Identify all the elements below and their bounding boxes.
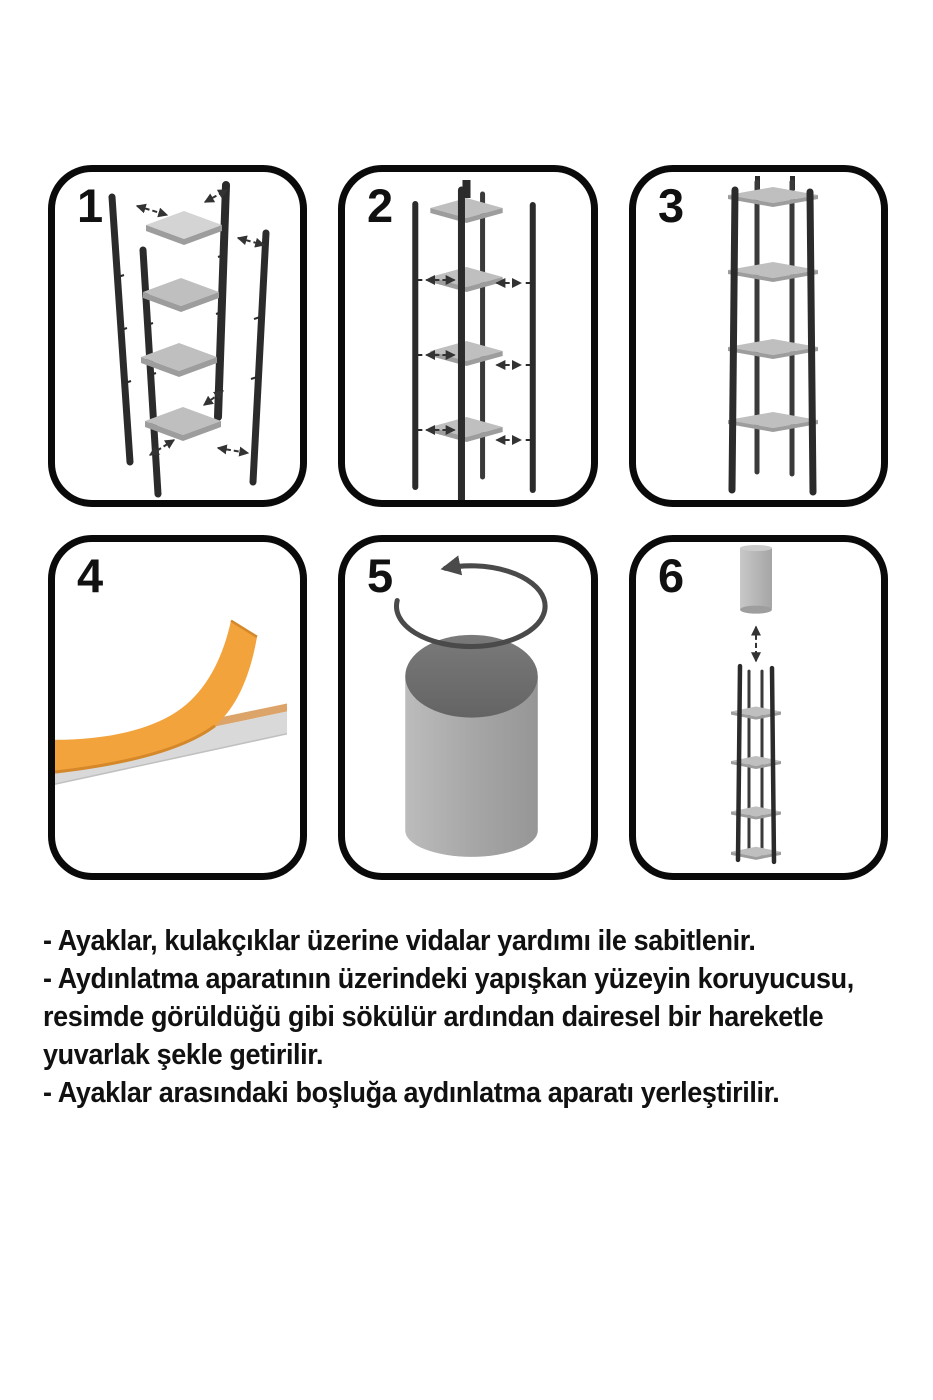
step-panel-1 [48,165,307,507]
step-panel-6 [629,535,888,880]
step-number: 5 [367,549,394,602]
instruction-text [43,922,885,1112]
step-number: 3 [658,179,685,232]
step-number: 2 [367,179,394,232]
instruction-line: - Ayaklar arasındaki boşluğa aydınlatma aparatı yerleştirilir. [43,1077,780,1109]
light-cylinder [740,545,772,614]
step-panel-2 [338,165,598,507]
rolled-cylinder [405,635,538,857]
instruction-line: - Ayaklar, kulakçıklar üzerine vidalar yardımı ile sabitlenir. [43,925,756,957]
rotate-arrow-icon [396,566,545,647]
shelf-boards [430,198,502,442]
step-number: 1 [77,179,104,232]
mini-tower [731,666,781,862]
step-panel-4 [48,535,307,880]
peeling-protective-film [55,621,257,772]
step-number: 6 [658,549,685,602]
shelf-boards [728,187,818,432]
step-panel-5 [338,535,598,880]
instruction-line: resimde görüldüğü gibi sökülür ardından dairesel bir hareketle [43,1001,824,1033]
step-number: 4 [77,549,104,602]
instruction-line: - Aydınlatma aparatının üzerindeki yapışkan yüzeyin koruyucusu, [43,963,854,995]
instruction-line: yuvarlak şekle getirilir. [43,1039,324,1071]
steps-grid [48,165,888,880]
step-panel-3 [629,165,888,507]
